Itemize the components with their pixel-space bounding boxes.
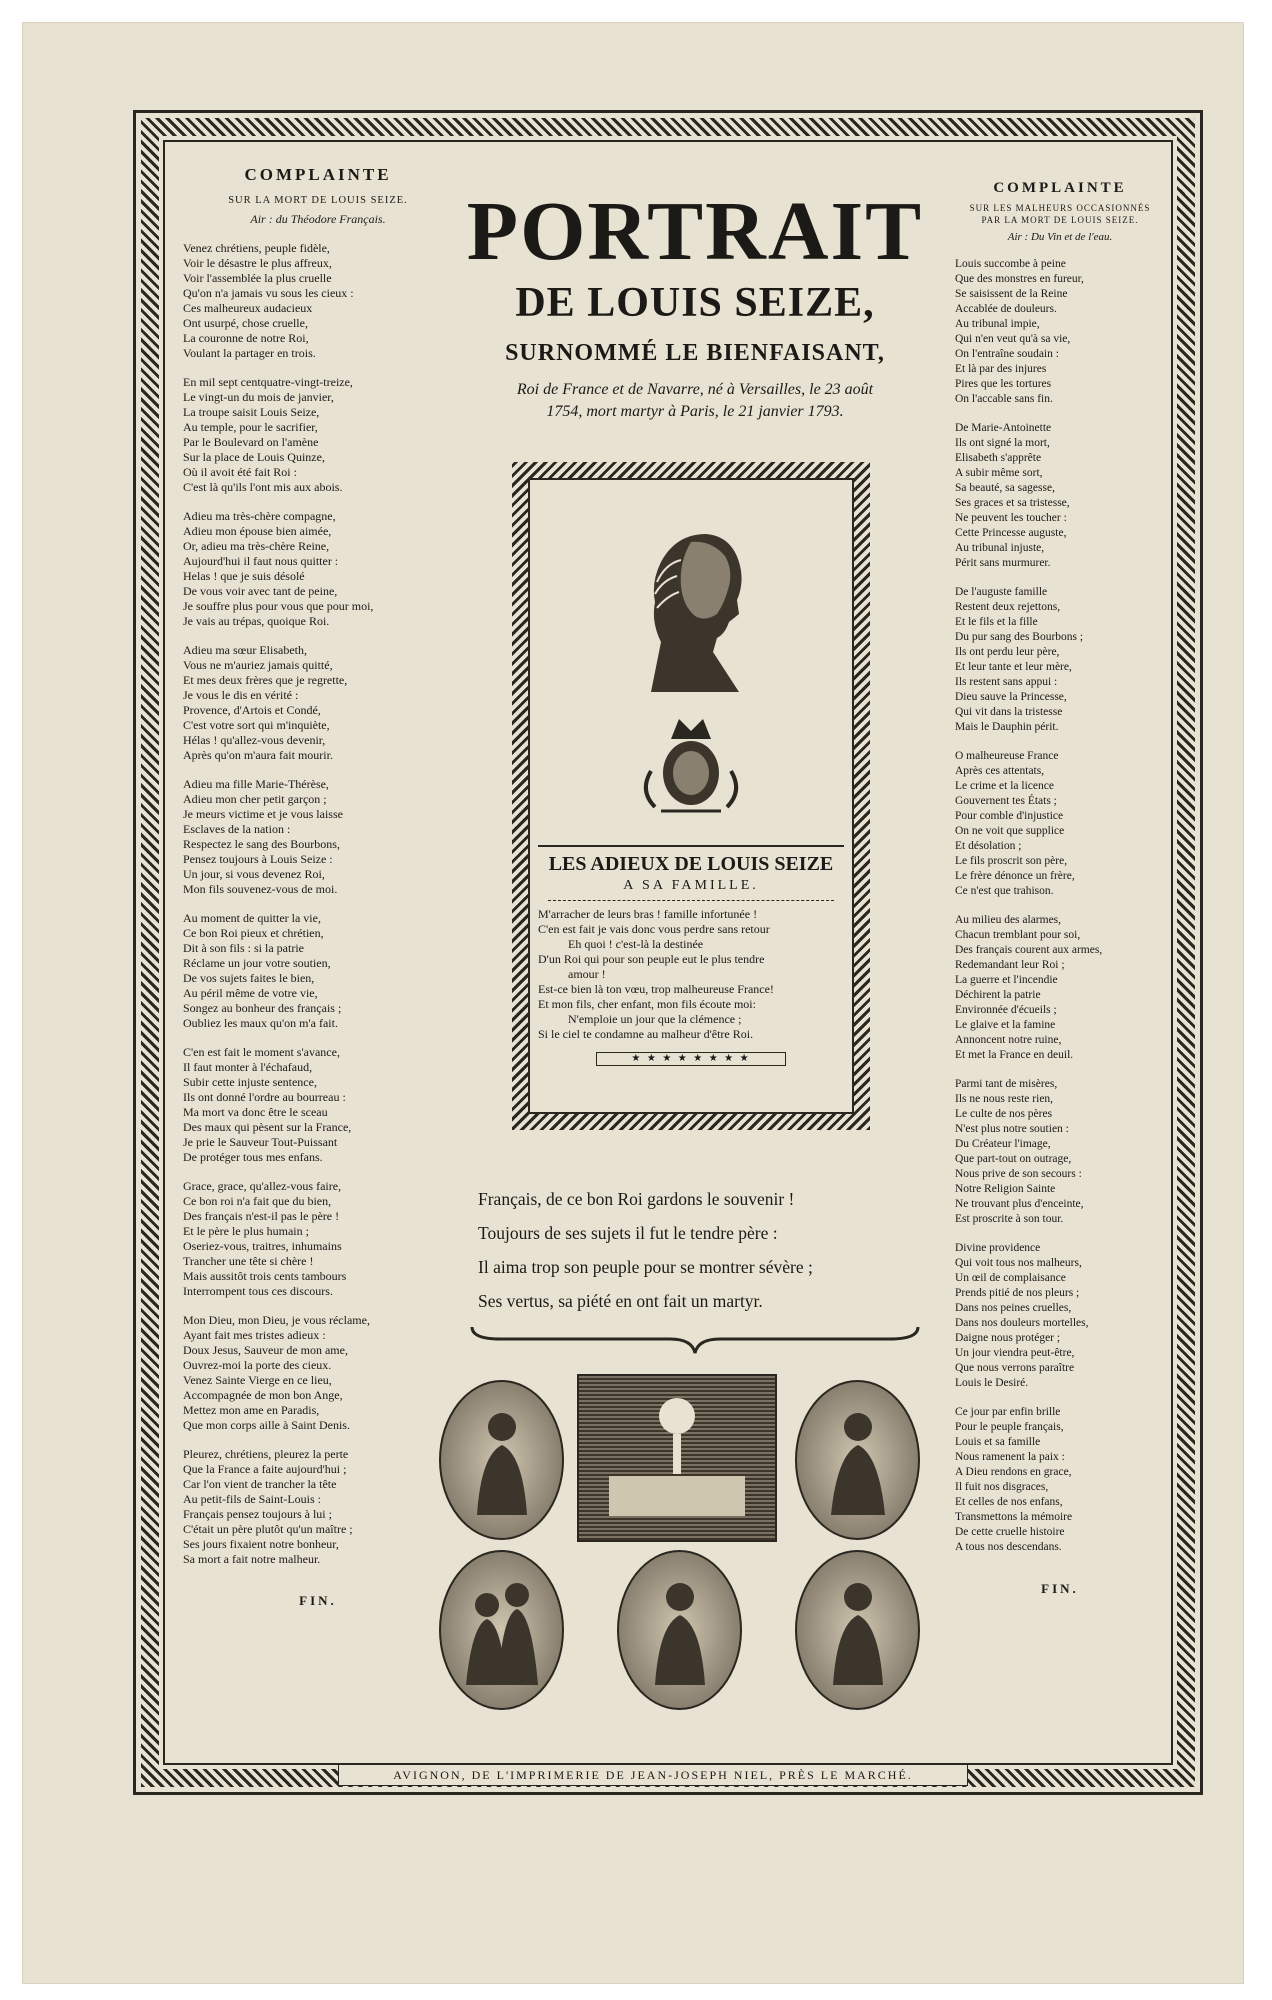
verse-line: Venez chrétiens, peuple fidèle, (183, 241, 330, 255)
verse-line: Divine providence (955, 1242, 1041, 1254)
verse-line: Des français n'est-il pas le père ! (183, 1209, 340, 1223)
verse-line: Ce bon Roi pieux et chrétien, (183, 926, 324, 940)
verse-line: Je prie le Sauveur Tout-Puissant (183, 1135, 338, 1149)
verse-line: Mettez mon ame en Paradis, (183, 1403, 320, 1417)
verse-line: A Dieu rendons en grace, (955, 1466, 1072, 1478)
verse-line: Nous ramenent la paix : (955, 1451, 1065, 1463)
verse-line: Hélas ! qu'allez-vous devenir, (183, 733, 326, 747)
adieux-line: Et mon fils, cher enfant, mon fils écoute moi: (538, 997, 756, 1011)
stanza (955, 749, 1165, 899)
verse-line: Louis et sa famille (955, 1436, 1041, 1448)
verse-line: Sa beauté, sa sagesse, (955, 482, 1055, 494)
verse-line: Ne trouvant plus d'enceinte, (955, 1198, 1084, 1210)
right-complainte-title: COMPLAINTE (993, 180, 1127, 196)
verse-line: Et désolation ; (955, 840, 1022, 852)
verse-line: Elisabeth s'apprête (955, 452, 1042, 464)
stanza (955, 257, 1165, 407)
adieux-line: Eh quoi ! c'est-là la destinée (568, 937, 704, 951)
verse-line: Songez au bonheur des français ; (183, 1001, 342, 1015)
stanza (955, 1405, 1165, 1555)
saint-medallion-3 (439, 1550, 564, 1710)
verse-line: C'était un père plutôt qu'un maître ; (183, 1522, 353, 1536)
verse-line: Sur la place de Louis Quinze, (183, 450, 325, 464)
adieux-line: Est-ce bien là ton vœu, trop malheureuse France! (538, 982, 774, 996)
verse-line: Adieu ma très-chère compagne, (183, 509, 336, 523)
verse-line: Voir le désastre le plus affreux, (183, 256, 332, 270)
adieux-line: C'en est fait je vais donc vous perdre sans retour (538, 922, 770, 936)
verse-line: Sa mort a fait notre malheur. (183, 1552, 321, 1566)
verse-line: Mais le Dauphin périt. (955, 721, 1059, 733)
verse-line: Pires que les tortures (955, 378, 1052, 390)
verse-line: Et met la France en deuil. (955, 1049, 1074, 1061)
title-surnom: SURNOMMÉ LE BIENFAISANT, (505, 340, 885, 366)
verse-line: Et le fils et la fille (955, 616, 1038, 628)
verse-line: C'est là qu'ils l'ont mis aux abois. (183, 480, 343, 494)
verse-line: On l'entraîne soudain : (955, 348, 1059, 360)
verse-line: Je souffre plus pour vous que pour moi, (183, 599, 374, 613)
stanza (183, 375, 453, 495)
verse-line: Environnée d'écueils ; (955, 1004, 1057, 1016)
right-complainte-air: Air : Du Vin et de l'eau. (1007, 231, 1113, 243)
verse-line: Ils restent sans appui : (955, 676, 1058, 688)
verse-line: Parmi tant de misères, (955, 1078, 1058, 1090)
verse-line: Redemandant leur Roi ; (955, 959, 1065, 971)
stanza (183, 1313, 453, 1433)
verse-line: Je vais au trépas, quoique Roi. (183, 614, 330, 628)
verse-line: Au temple, pour le sacrifier, (183, 420, 318, 434)
verse-line: Chacun tremblant pour soi, (955, 929, 1081, 941)
right-stanzas (955, 257, 1165, 1555)
verse-line: Aujourd'hui il faut nous quitter : (183, 554, 339, 568)
verse-line: Daigne nous protéger ; (955, 1332, 1061, 1344)
verse-line: Louis le Desiré. (955, 1377, 1029, 1389)
verse-line: Ma mort va donc être le sceau (183, 1105, 328, 1119)
verse-line: Adieu ma sœur Elisabeth, (183, 643, 307, 657)
verse-line: Je meurs victime et je vous laisse (183, 807, 343, 821)
left-complainte-subtitle: SUR LA MORT DE LOUIS SEIZE. (228, 195, 408, 206)
verse-line: Et leur tante et leur mère, (955, 661, 1072, 673)
verse-line: Le vingt-un du mois de janvier, (183, 390, 334, 404)
verse-line: Oseriez-vous, traitres, inhumains (183, 1239, 342, 1253)
saint-figure-icon (645, 1575, 715, 1685)
stanza (183, 643, 453, 763)
verse-line: Ces malheureux audacieux (183, 301, 313, 315)
altar-engraving (577, 1374, 777, 1542)
verse-line: Je vous le dis en vérité : (183, 688, 299, 702)
adieux-line: D'un Roi qui pour son peuple eut le plus tendre (538, 952, 765, 966)
verse-line: Ses graces et sa tristesse, (955, 497, 1070, 509)
verse-line: Au tribunal impie, (955, 318, 1040, 330)
stanza (183, 777, 453, 897)
verse-line: Interrompent tous ces discours. (183, 1284, 333, 1298)
verse-line: Le frère dénonce un frère, (955, 870, 1075, 882)
monstrance-icon (579, 1376, 775, 1540)
verse-line: Respectez le sang des Bourbons, (183, 837, 340, 851)
adieux-ornament: ★ ★ ★ ★ ★ ★ ★ ★ (596, 1052, 786, 1066)
verse-line: Voir l'assemblée la plus cruelle (183, 271, 332, 285)
title-portrait: PORTRAIT (466, 185, 924, 278)
verse-line: Accompagnée de mon bon Ange, (183, 1388, 343, 1402)
verse-line: Qui vit dans la tristesse (955, 706, 1063, 718)
stanza (183, 1447, 453, 1567)
verse-line: O malheureuse France (955, 750, 1059, 762)
verse-line: Que des monstres en fureur, (955, 273, 1084, 285)
verse-line: La troupe saisit Louis Seize, (183, 405, 320, 419)
stanza (955, 913, 1165, 1063)
quatrain-line: Ses vertus, sa piété en ont fait un martyr. (478, 1291, 763, 1311)
verse-line: Accablée de douleurs. (955, 303, 1057, 315)
verse-line: Venez Sainte Vierge en ce lieu, (183, 1373, 332, 1387)
printer-imprint: AVIGNON, DE L'IMPRIMERIE DE JEAN-JOSEPH NIEL, PRÈS LE MARCHÉ. (338, 1764, 968, 1786)
brace-ornament (470, 1325, 920, 1355)
verse-line: C'est votre sort qui m'inquiète, (183, 718, 330, 732)
verse-line: A subir même sort, (955, 467, 1043, 479)
quatrain-line: Il aima trop son peuple pour se montrer sévère ; (478, 1257, 813, 1277)
adieux-subtitle: A SA FAMILLE. (623, 878, 759, 893)
title-louis-seize: DE LOUIS SEIZE, (515, 280, 875, 326)
verse-line: La guerre et l'incendie (955, 974, 1058, 986)
verse-line: Annoncent notre ruine, (955, 1034, 1062, 1046)
verse-line: Ce bon roi n'a fait que du bien, (183, 1194, 332, 1208)
verse-line: Mon Dieu, mon Dieu, je vous réclame, (183, 1313, 370, 1327)
verse-line: Ils ne nous reste rien, (955, 1093, 1054, 1105)
verse-line: Subir cette injuste sentence, (183, 1075, 317, 1089)
verse-line: De vos sujets faites le bien, (183, 971, 315, 985)
verse-line: Que mon corps aille à Saint Denis. (183, 1418, 350, 1432)
verse-line: On ne voit que supplice (955, 825, 1065, 837)
subtitle-line-2: 1754, mort martyr à Paris, le 21 janvier 1793. (546, 403, 844, 420)
verse-line: Helas ! que je suis désolé (183, 569, 305, 583)
verse-line: Cette Princesse auguste, (955, 527, 1067, 539)
saint-figure-icon (823, 1405, 893, 1515)
verse-line: Et le père le plus humain ; (183, 1224, 309, 1238)
verse-line: Restent deux rejettons, (955, 601, 1061, 613)
left-complainte-air: Air : du Théodore Français. (250, 212, 386, 226)
verse-line: Du Créateur l'image, (955, 1138, 1051, 1150)
verse-line: Que la France a faite aujourd'hui ; (183, 1462, 347, 1476)
stanza (183, 1045, 453, 1165)
verse-line: Après ces attentats, (955, 765, 1045, 777)
verse-line: Ce jour par enfin brille (955, 1406, 1061, 1418)
stanza (955, 421, 1165, 571)
verse-line: On l'accable sans fin. (955, 393, 1053, 405)
adieux-divider (548, 900, 834, 901)
verse-line: Le crime et la licence (955, 780, 1054, 792)
right-complainte-subtitle-1: SUR LES MALHEURS OCCASIONNÉS (969, 203, 1151, 213)
stanza (183, 241, 453, 361)
verse-line: Notre Religion Sainte (955, 1183, 1056, 1195)
verse-line: Mais aussitôt trois cents tambours (183, 1269, 347, 1283)
left-fin: FIN. (299, 1593, 337, 1608)
verse-line: Par le Boulevard on l'amène (183, 435, 319, 449)
verse-line: Réclame un jour votre soutien, (183, 956, 331, 970)
verse-line: La couronne de notre Roi, (183, 331, 309, 345)
verse-line: De Marie-Antoinette (955, 422, 1052, 434)
verse-line: Provence, d'Artois et Condé, (183, 703, 321, 717)
portrait-panel (528, 478, 854, 1114)
verse-line: Ayant fait mes tristes adieux : (183, 1328, 326, 1342)
left-complainte-title: COMPLAINTE (244, 165, 392, 184)
verse-line: De cette cruelle histoire (955, 1526, 1065, 1538)
verse-line: Dieu sauve la Princesse, (955, 691, 1067, 703)
adieux-line: amour ! (568, 967, 606, 981)
verse-line: Après qu'on m'aura fait mourir. (183, 748, 333, 762)
stanza (183, 911, 453, 1031)
verse-line: Prends pitié de nos pleurs ; (955, 1287, 1080, 1299)
portrait-frame (512, 462, 870, 1130)
verse-line: N'est plus notre soutien : (955, 1123, 1069, 1135)
adieux-poem (538, 907, 844, 1042)
verse-line: Or, adieu ma très-chère Reine, (183, 539, 330, 553)
saint-medallion-5 (795, 1550, 920, 1710)
verse-line: Ils ont donné l'ordre au bourreau : (183, 1090, 346, 1104)
verse-line: Ce n'est que trahison. (955, 885, 1054, 897)
verse-line: Dans nos douleurs mortelles, (955, 1317, 1089, 1329)
verse-line: Transmettons la mémoire (955, 1511, 1073, 1523)
quatrain (478, 1182, 938, 1318)
verse-line: Il faut monter à l'échafaud, (183, 1060, 313, 1074)
verse-line: Adieu ma fille Marie-Thérèse, (183, 777, 329, 791)
verse-line: Pour comble d'injustice (955, 810, 1064, 822)
quatrain-line: Toujours de ses sujets il fut le tendre père : (478, 1223, 778, 1243)
verse-line: Où il avoit été fait Roi : (183, 465, 297, 479)
verse-line: Trancher une tête si chère ! (183, 1254, 314, 1268)
stanza (183, 1179, 453, 1299)
verse-line: Dans nos peines cruelles, (955, 1302, 1072, 1314)
verse-line: Se saisissent de la Reine (955, 288, 1068, 300)
verse-line: Mon fils souvenez-vous de moi. (183, 882, 338, 896)
verse-line: Un œil de complaisance (955, 1272, 1066, 1284)
adieux-line: M'arracher de leurs bras ! famille infortunée ! (538, 907, 758, 921)
right-complainte (955, 180, 1165, 1597)
center-heading (445, 185, 945, 423)
right-fin: FIN. (1041, 1581, 1079, 1596)
verse-line: Pour le peuple français, (955, 1421, 1064, 1433)
quatrain-line: Français, de ce bon Roi gardons le souvenir ! (478, 1189, 795, 1209)
adieux-title: LES ADIEUX DE LOUIS SEIZE (538, 845, 844, 876)
verse-line: Louis succombe à peine (955, 258, 1066, 270)
verse-line: Grace, grace, qu'allez-vous faire, (183, 1179, 342, 1193)
verse-line: Dit à son fils : si la patrie (183, 941, 304, 955)
verse-line: Un jour, si vous devenez Roi, (183, 867, 325, 881)
adieux-line: N'emploie un jour que la clémence ; (568, 1012, 742, 1026)
subtitle-line-1: Roi de France et de Navarre, né à Versailles, le 23 août (516, 381, 874, 398)
stanza (183, 509, 453, 629)
verse-line: Au tribunal injuste, (955, 542, 1045, 554)
verse-line: Et celles de nos enfans, (955, 1496, 1063, 1508)
verse-line: Esclaves de la nation : (183, 822, 291, 836)
vignette-group (435, 1372, 955, 1712)
verse-line: Adieu mon épouse bien aimée, (183, 524, 332, 538)
verse-line: Le culte de nos pères (955, 1108, 1053, 1120)
saints-group-icon (462, 1575, 542, 1685)
verse-line: De protéger tous mes enfans. (183, 1150, 323, 1164)
stanza (955, 1241, 1165, 1391)
verse-line: Au milieu des alarmes, (955, 914, 1062, 926)
verse-line: Périt sans murmurer. (955, 557, 1051, 569)
verse-line: Ses jours fixaient notre bonheur, (183, 1537, 339, 1551)
verse-line: Au péril même de votre vie, (183, 986, 318, 1000)
verse-line: Des français courent aux armes, (955, 944, 1103, 956)
verse-line: Que part-tout on outrage, (955, 1153, 1072, 1165)
verse-line: A tous nos descendans. (955, 1541, 1062, 1553)
adieux-line: Si le ciel te condamne au malheur d'être Roi. (538, 1027, 754, 1041)
verse-line: Déchirent la patrie (955, 989, 1041, 1001)
verse-line: Ils ont signé la mort, (955, 437, 1050, 449)
verse-line: Et mes deux frères que je regrette, (183, 673, 348, 687)
verse-line: Doux Jesus, Sauveur de mon ame, (183, 1343, 348, 1357)
verse-line: Qu'on n'a jamais vu sous les cieux : (183, 286, 354, 300)
verse-line: Pensez toujours à Louis Seize : (183, 852, 333, 866)
stanza (955, 1077, 1165, 1227)
verse-line: Nous prive de son secours : (955, 1168, 1082, 1180)
verse-line: Ont usurpé, chose cruelle, (183, 316, 308, 330)
verse-line: Ouvrez-moi la porte des cieux. (183, 1358, 332, 1372)
saint-figure-icon (823, 1575, 893, 1685)
verse-line: Que nous verrons paraître (955, 1362, 1075, 1374)
verse-line: De vous voir avec tant de peine, (183, 584, 338, 598)
verse-line: C'en est fait le moment s'avance, (183, 1045, 340, 1059)
verse-line: Des maux qui pèsent sur la France, (183, 1120, 352, 1134)
king-bust-illustration (621, 522, 761, 697)
verse-line: Le glaive et la famine (955, 1019, 1056, 1031)
verse-line: Il fuit nos disgraces, (955, 1481, 1049, 1493)
verse-line: Un jour viendra peut-être, (955, 1347, 1075, 1359)
verse-line: Voulant la partager en trois. (183, 346, 316, 360)
verse-line: Ils ont perdu leur père, (955, 646, 1060, 658)
verse-line: Ne peuvent les toucher : (955, 512, 1067, 524)
saint-figure-icon (467, 1405, 537, 1515)
left-complainte (183, 165, 453, 1609)
verse-line: Oubliez les maux qu'on m'a fait. (183, 1016, 338, 1030)
left-stanzas (183, 241, 453, 1567)
verse-line: Vous ne m'auriez jamais quitté, (183, 658, 333, 672)
verse-line: De l'auguste famille (955, 586, 1048, 598)
verse-line: En mil sept centquatre-vingt-treize, (183, 375, 353, 389)
verse-line: Qui voit tous nos malheurs, (955, 1257, 1082, 1269)
saint-medallion-4 (617, 1550, 742, 1710)
verse-line: Est proscrite à son tour. (955, 1213, 1064, 1225)
verse-line: Au petit-fils de Saint-Louis : (183, 1492, 321, 1506)
stanza (955, 585, 1165, 735)
verse-line: Le fils proscrit son père, (955, 855, 1068, 867)
verse-line: Du pur sang des Bourbons ; (955, 631, 1084, 643)
verse-line: Et là par des injures (955, 363, 1047, 375)
verse-line: Au moment de quitter la vie, (183, 911, 321, 925)
verse-line: Français pensez toujours à lui ; (183, 1507, 332, 1521)
verse-line: Qui n'en veut qu'à sa vie, (955, 333, 1071, 345)
verse-line: Pleurez, chrétiens, pleurez la perte (183, 1447, 349, 1461)
royal-crest-icon (631, 711, 751, 821)
verse-line: Adieu mon cher petit garçon ; (183, 792, 327, 806)
saint-medallion-1 (439, 1380, 564, 1540)
verse-line: Gouvernent tes États ; (955, 795, 1057, 807)
verse-line: Car l'on vient de trancher la tête (183, 1477, 337, 1491)
right-complainte-subtitle-2: PAR LA MORT DE LOUIS SEIZE. (981, 215, 1139, 225)
saint-medallion-2 (795, 1380, 920, 1540)
